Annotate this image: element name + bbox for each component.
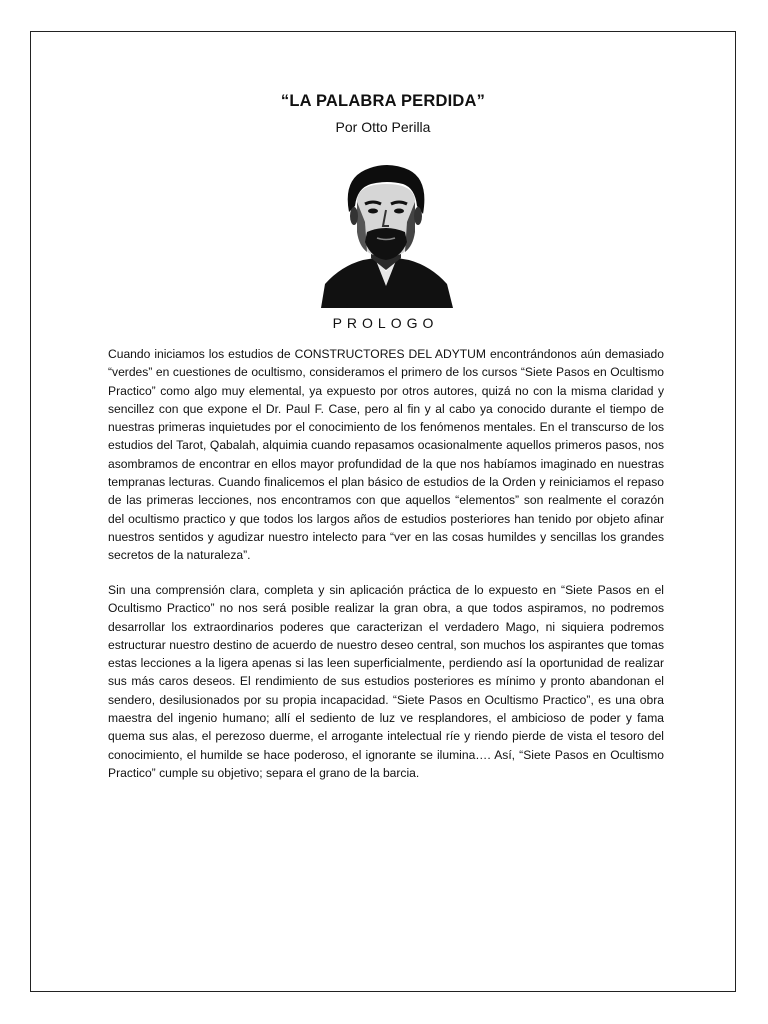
body-paragraph-2: Sin una comprensión clara, completa y sin aplicación práctica de lo expuesto en “Siete Pasos en el Ocultismo Practico” no nos será posible realizar la gran obra, a que todos aspiramos, no podremos desarrollar los extraordinarios poderes que caracterizan el verdadero Mago, ni siquiera podremos estructurar nuestro destino de acuerdo de nuestro deseo central, son muchos los aspirantes que tomas estas lecciones a la ligera apenas si las leen superficialmente, perdiendo así la oportunidad de realizar sus más caros deseos. El rendimiento de sus estudios posteriores es mínimo y pronto abandonan el sendero, desilusionados por su propia incapacidad. “Siete Pasos en Ocultismo Practico”, es una obra maestra del ingenio humano; allí el sediento de luz ve resplandores, el ambicioso de poder y fama quema sus alas, el perezoso duerme, el arrogante intelectual ríe y riendo pierde de vista el tesoro del conocimiento, el humilde se hace poderoso, el ignorante se ilumina…. Así, “Siete Pasos en Ocultismo Practico” cumple su objetivo; separa el grano de la barcia. [108, 583, 664, 780]
document-author: Por Otto Perilla [335, 119, 431, 135]
section-heading: PROLOGO [332, 315, 439, 331]
document-title: “LA PALABRA PERDIDA” [280, 92, 486, 110]
document-page [30, 31, 736, 992]
author-portrait [311, 162, 461, 308]
body-paragraph-1: Cuando iniciamos los estudios de CONSTRUCTORES DEL ADYTUM encontrándonos aún demasiado “verdes” en cuestiones de ocultismo, consideramos el primero de los cursos “Siete Pasos en Ocultismo Practico” como algo muy elemental, ya expuesto por otros autores, quizá no con la misma claridad y sencillez con que expone el Dr. Paul F. Case, pero al fin y al cabo ya conocido durante el tiempo de nuestras primeras inquietudes por el conocimiento de los fenómenos mentales. En el transcurso de los estudios del Tarot, Qabalah, alquimia cuando repasamos ocasionalmente aquellos primeros pasos, nos asombramos de encontrar en ellos mayor profundidad de la que nos habíamos imaginado en nuestras tempranas lecturas. Cuando finalicemos el plan básico de estudios de la Orden y reiniciamos el repaso de las primeras lecciones, nos encontramos con que aquellos “elementos” son realmente el corazón del ocultismo practico y que todos los largos años de estudios posteriores han tenido por objeto afinar nuestros sentidos y agudizar nuestro intelecto para “ver en las cosas humildes y sencillas los grandes secretos de la naturaleza”. [108, 347, 664, 563]
